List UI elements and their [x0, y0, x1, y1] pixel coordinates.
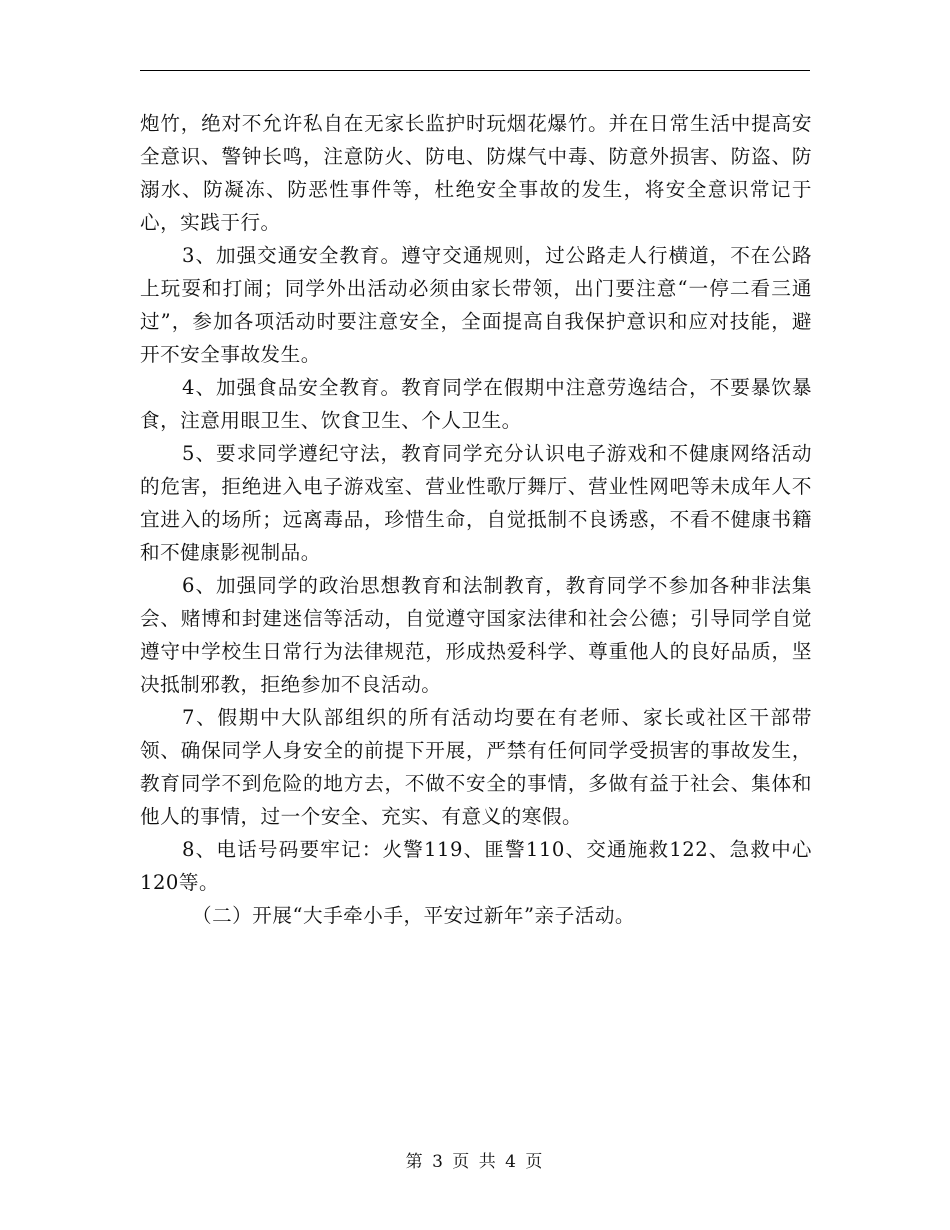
paragraph-item-6: 6、加强同学的政治思想教育和法制教育，教育同学不参加各种非法集会、赌博和封建迷信等活动，自觉遵守国家法律和社会公德；引导同学自觉遵守中学校生日常行为法律规范，形成热爱科学、尊重他人的良好品质，坚决抵制邪教，拒绝参加不良活动。 — [140, 574, 812, 696]
document-body — [140, 107, 812, 932]
paragraph-item-8: 8、电话号码要牢记：火警119、匪警110、交通施救122、急救中心120等。 — [140, 838, 812, 894]
page-number: 第 3 页 共 4 页 — [405, 1152, 545, 1172]
paragraph-continuation: 炮竹，绝对不允许私自在无家长监护时玩烟花爆竹。并在日常生活中提高安全意识、警钟长鸣，注意防火、防电、防煤气中毒、防意外损害、防盗、防溺水、防凝冻、防恶性事件等，杜绝安全事故的发生，将安全意识常记于心，实践于行。 — [140, 112, 812, 234]
header-rule — [140, 70, 810, 71]
paragraph-item-5: 5、要求同学遵纪守法，教育同学充分认识电子游戏和不健康网络活动的危害，拒绝进入电子游戏室、营业性歌厅舞厅、营业性网吧等未成年人不宜进入的场所；远离毒品，珍惜生命，自觉抵制不良诱惑，不看不健康书籍和不健康影视制品。 — [140, 442, 812, 564]
section-heading-2: （二）开展“大手牵小手，平安过新年”亲子活动。 — [192, 904, 636, 927]
paragraph-item-3: 3、加强交通安全教育。遵守交通规则，过公路走人行横道，不在公路上玩耍和打闹；同学外出活动必须由家长带领，出门要注意“一停二看三通过”，参加各项活动时要注意安全，全面提高自我保护意识和应对技能，避开不安全事故发生。 — [140, 244, 812, 366]
paragraph-item-7: 7、假期中大队部组织的所有活动均要在有老师、家长或社区干部带领、确保同学人身安全的前提下开展，严禁有任何同学受损害的事故发生，教育同学不到危险的地方去，不做不安全的事情，多做有益于社会、集体和他人的事情，过一个安全、充实、有意义的寒假。 — [140, 706, 812, 828]
paragraph-item-4: 4、加强食品安全教育。教育同学在假期中注意劳逸结合，不要暴饮暴食，注意用眼卫生、饮食卫生、个人卫生。 — [140, 376, 812, 432]
